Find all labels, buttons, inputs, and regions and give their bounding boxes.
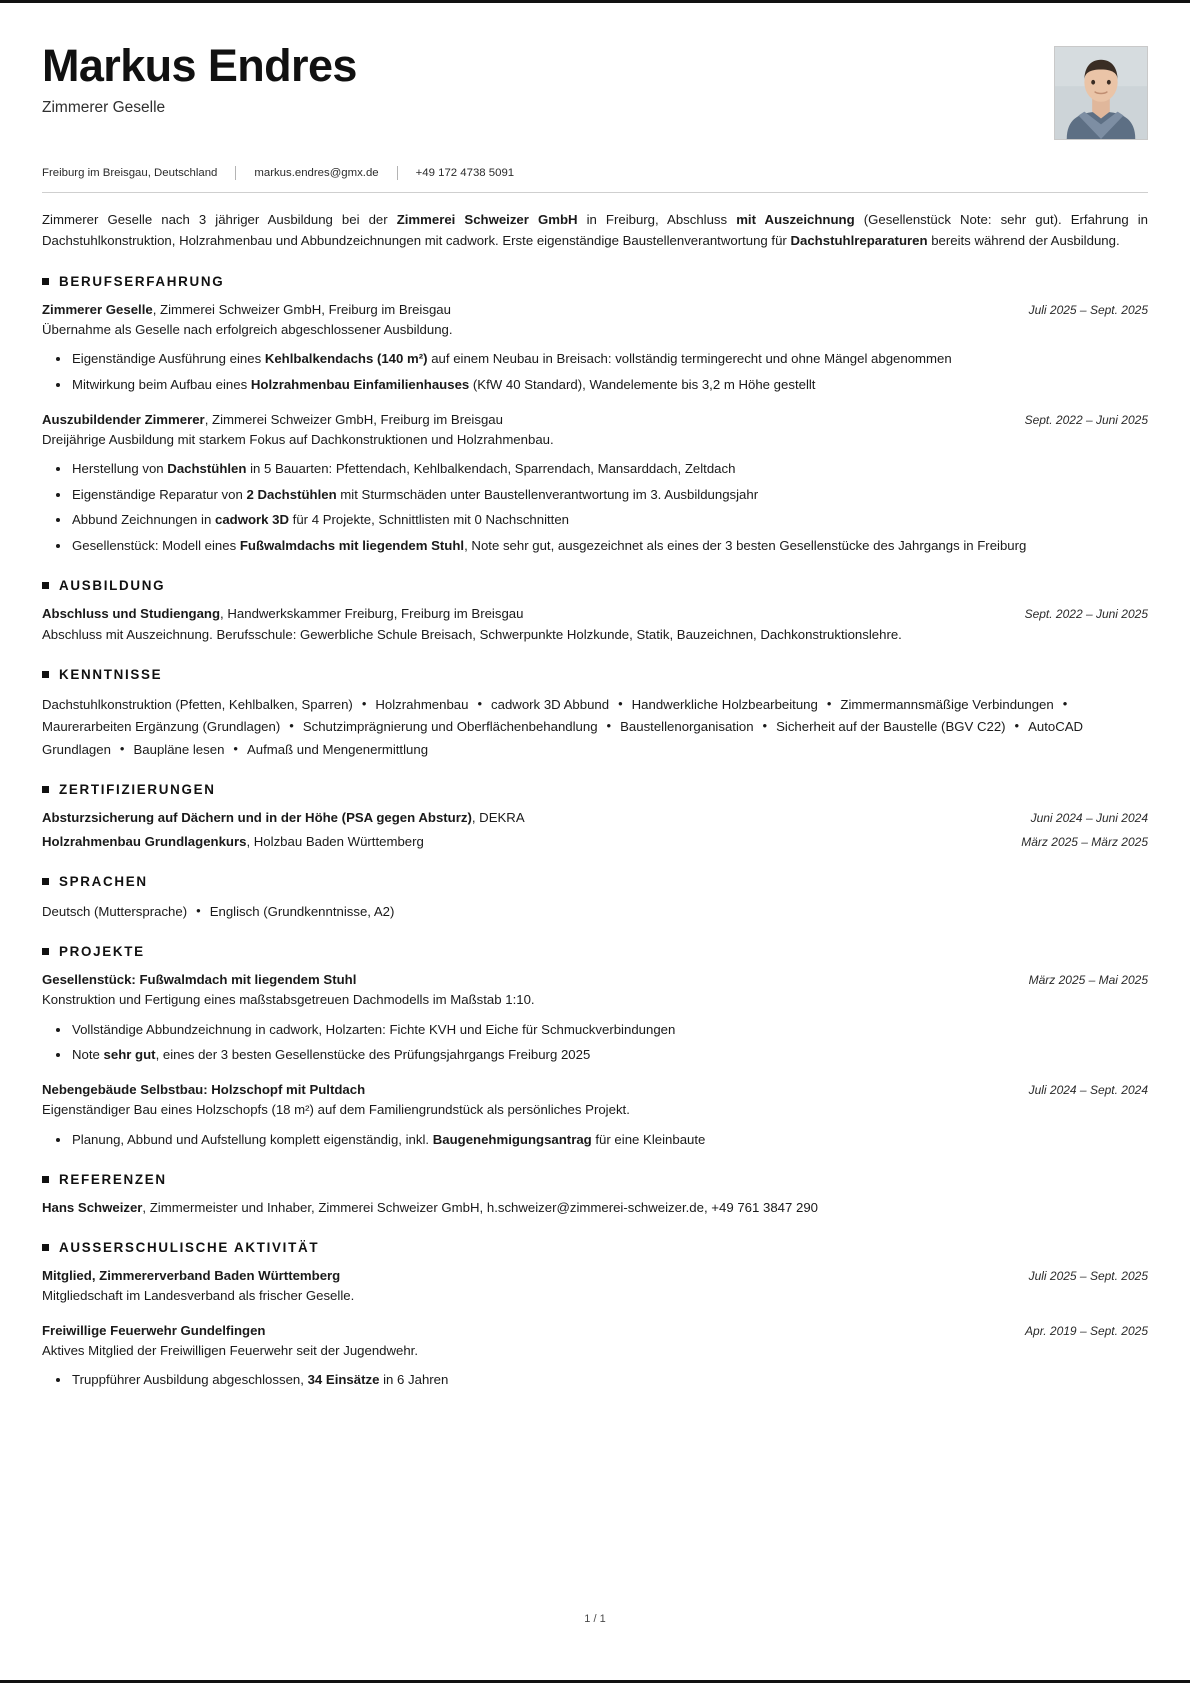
job-headline: Zimmerer Geselle <box>42 98 166 116</box>
contact-bar <box>42 166 1148 193</box>
list-item <box>72 459 1148 480</box>
list-item <box>72 485 1148 506</box>
education-entry-meta: , Handwerkskammer Freiburg, Freiburg im Breisgau <box>220 606 524 622</box>
activity-entry-title <box>42 1321 1005 1340</box>
summary-emphasis: mit Auszeichnung <box>736 212 855 227</box>
section-languages <box>42 874 1148 922</box>
language-item: Englisch (Grundkenntnisse, A2) <box>209 903 395 919</box>
page-footer <box>0 1613 1190 1625</box>
section-heading-label: AUSSERSCHULISCHE AKTIVITÄT <box>59 1239 320 1255</box>
separator-dot-icon: • <box>826 696 832 712</box>
bullet-text: mit Sturmschäden unter Baustellenverantwortung im 3. Ausbildungsjahr <box>336 486 759 502</box>
bullet-text: , Note sehr gut, ausgezeichnet als eines der 3 besten Gesellenstücke des Jahrgangs in Freiburg <box>464 537 1027 553</box>
activity-entry-role: Freiwillige Feuerwehr Gundelfingen <box>42 1322 266 1338</box>
bullet-text: auf einem Neubau in Breisach: vollständig termingerecht und ohne Mängel abgenommen <box>427 351 952 367</box>
project-entry-header <box>42 1080 1148 1099</box>
bullet-text: , eines der 3 besten Gesellenstücke des Prüfungsjahrgangs Freiburg 2025 <box>155 1047 591 1063</box>
experience-entry-date: Sept. 2022 – Juni 2025 <box>1024 412 1148 427</box>
activity-entry-date: Apr. 2019 – Sept. 2025 <box>1025 1323 1148 1338</box>
section-heading-label: KENNTNISSE <box>59 667 163 683</box>
summary-emphasis: Zimmerei Schweizer GmbH <box>396 212 578 227</box>
section-heading-certifications <box>42 782 1148 797</box>
separator-dot-icon: • <box>1062 696 1068 712</box>
activity-entry-role: Mitglied, Zimmererverband Baden Württemberg <box>42 1267 341 1283</box>
activity-entry-date: Juli 2025 – Sept. 2025 <box>1028 1268 1148 1283</box>
square-bullet-icon <box>42 582 49 589</box>
reference-detail: , Zimmermeister und Inhaber, Zimmerei Schweizer GmbH, h.schweizer@zimmerei-schweizer.de, +49 761 3847 290 <box>142 1200 819 1216</box>
separator-dot-icon: • <box>606 718 612 734</box>
project-entry-description: Konstruktion und Fertigung eines maßstabsgetreuen Dachmodells im Maßstab 1:10. <box>42 992 535 1008</box>
profile-summary <box>42 210 1148 252</box>
project-entry-header <box>42 970 1148 989</box>
skill-item: Sicherheit auf der Baustelle (BGV C22) <box>776 719 1006 735</box>
summary-part: (Gesellenstück Note: sehr gut). Erfahrung in Dachstuhlkonstruktion, Holzrahmenbau und Abbundzeichnungen mit cadwork. Erste eigenständige Baustellenverantwortung für <box>42 212 1148 248</box>
education-entry-header <box>42 604 1148 623</box>
experience-entry-description: Übernahme als Geselle nach erfolgreich abgeschlossener Ausbildung. <box>42 321 453 337</box>
section-heading-experience <box>42 274 1148 289</box>
reference-entry <box>42 1198 1148 1218</box>
top-rule <box>0 0 1190 3</box>
experience-entry-date: Juli 2025 – Sept. 2025 <box>1028 302 1148 317</box>
certification-name <box>42 808 525 828</box>
skill-item: Aufmaß und Mengenermittlung <box>246 741 429 757</box>
contact-email[interactable]: markus.endres@gmx.de <box>254 167 379 179</box>
experience-entry <box>42 300 1148 396</box>
summary-part: Zimmerer Geselle nach 3 jähriger Ausbildung bei der <box>42 212 397 227</box>
section-education <box>42 578 1148 645</box>
certification-entry <box>42 832 1148 852</box>
activity-entry <box>42 1266 1148 1307</box>
project-entry-title <box>42 970 1009 989</box>
project-entry-description: Eigenständiger Bau eines Holzschopfs (18 m²) auf dem Familiengrundstück als persönliches Projekt. <box>42 1102 630 1118</box>
experience-entry-header <box>42 300 1148 319</box>
certification-date: Juni 2024 – Juni 2024 <box>1030 811 1148 826</box>
certification-issuer: , DEKRA <box>471 810 525 826</box>
bullet-emphasis: 34 Einsätze <box>307 1372 380 1388</box>
bullet-text: Vollständige Abbundzeichnung in cadwork, Holzarten: Fichte KVH und Eiche für Schmuckverbindungen <box>72 1021 676 1037</box>
section-skills <box>42 667 1148 760</box>
skill-item: Handwerkliche Holzbearbeitung <box>631 697 818 713</box>
education-entries <box>42 604 1148 645</box>
skill-item: cadwork 3D Abbund <box>491 697 610 713</box>
contact-location: Freiburg im Breisgau, Deutschland <box>42 167 218 179</box>
section-projects <box>42 944 1148 1150</box>
avatar <box>1054 46 1148 140</box>
bullet-text: Planung, Abbund und Aufstellung komplett eigenständig, inkl. <box>72 1131 433 1147</box>
activity-bullet-list <box>42 1370 1148 1391</box>
certification-entry <box>42 808 1148 828</box>
separator-dot-icon: • <box>289 718 294 734</box>
project-entry-role: Gesellenstück: Fußwalmdach mit liegendem Stuhl <box>42 972 357 988</box>
activity-entries <box>42 1266 1148 1391</box>
project-entry-role: Nebengebäude Selbstbau: Holzschopf mit Pultdach <box>42 1081 366 1097</box>
bullet-text: Gesellenstück: Modell eines <box>72 537 240 553</box>
square-bullet-icon <box>42 948 49 955</box>
bullet-text: Mitwirkung beim Aufbau eines <box>72 376 251 392</box>
section-references <box>42 1172 1148 1218</box>
bullet-text: Eigenständige Ausführung eines <box>72 351 265 367</box>
certification-name <box>42 832 424 852</box>
experience-entry-title <box>42 410 1005 429</box>
bullet-emphasis: Fußwalmdachs mit liegendem Stuhl <box>239 537 465 553</box>
section-heading-label: BERUFSERFAHRUNG <box>59 273 225 289</box>
experience-entry-title <box>42 300 1009 319</box>
experience-entry-role: Zimmerer Geselle <box>42 301 153 317</box>
summary-part: bereits während der Ausbildung. <box>927 232 1120 248</box>
bottom-spacer <box>42 1391 1148 1541</box>
reference-name: Hans Schweizer <box>42 1200 143 1216</box>
bullet-text: Herstellung von <box>72 461 168 477</box>
list-item <box>72 1020 1148 1041</box>
skill-item: Zimmermannsmäßige Verbindungen <box>840 697 1054 713</box>
skill-item: AutoCAD Grundlagen <box>42 719 1084 757</box>
experience-bullet-list <box>42 349 1148 395</box>
separator-dot-icon: • <box>618 696 623 712</box>
square-bullet-icon <box>42 671 49 678</box>
bullet-emphasis: Dachstühlen <box>167 461 247 477</box>
separator-dot-icon: • <box>762 718 768 734</box>
bullet-emphasis: Kehlbalkendachs (140 m²) <box>264 351 428 367</box>
skills-list <box>42 693 1148 760</box>
bullet-text: Eigenständige Reparatur von <box>72 486 247 502</box>
section-heading-references <box>42 1172 1148 1187</box>
project-entry <box>42 1080 1148 1150</box>
page-number: 1 / 1 <box>584 1613 606 1625</box>
skill-item: Baupläne lesen <box>133 741 225 757</box>
bullet-text: in 6 Jahren <box>379 1372 449 1388</box>
contact-divider <box>235 166 236 180</box>
contact-phone[interactable]: +49 172 4738 5091 <box>415 167 515 179</box>
activity-entry-header <box>42 1266 1148 1285</box>
language-item: Deutsch (Muttersprache) <box>42 903 188 919</box>
bullet-text: (KfW 40 Standard), Wandelemente bis 3,2 m Höhe gestellt <box>469 376 816 392</box>
square-bullet-icon <box>42 786 49 793</box>
list-item <box>72 536 1148 557</box>
section-heading-skills <box>42 667 1148 682</box>
bullet-emphasis: Holzrahmenbau Einfamilienhauses <box>250 376 470 392</box>
experience-entry-meta: , Zimmerei Schweizer GmbH, Freiburg im Breisgau <box>204 411 503 427</box>
education-entry-date: Sept. 2022 – Juni 2025 <box>1024 607 1148 622</box>
section-heading-activities <box>42 1240 1148 1255</box>
section-heading-projects <box>42 944 1148 959</box>
education-entry <box>42 604 1148 645</box>
contact-divider <box>397 166 398 180</box>
languages-list <box>42 900 1148 922</box>
list-item <box>72 510 1148 531</box>
bullet-text: für 4 Projekte, Schnittlisten mit 0 Nachschnitten <box>289 512 570 528</box>
summary-emphasis: Dachstuhlreparaturen <box>790 232 928 248</box>
experience-entry <box>42 410 1148 557</box>
square-bullet-icon <box>42 278 49 285</box>
skill-item: Baustellenorganisation <box>620 719 754 735</box>
certification-date: März 2025 – März 2025 <box>1021 834 1148 849</box>
bullet-text: Abbund Zeichnungen in <box>72 512 215 528</box>
square-bullet-icon <box>42 878 49 885</box>
certification-title: Absturzsicherung auf Dächern und in der Höhe (PSA gegen Absturz) <box>42 810 472 826</box>
resume-header <box>42 0 1148 140</box>
project-bullet-list <box>42 1020 1148 1066</box>
bullet-emphasis: sehr gut <box>103 1047 156 1063</box>
page-title: Markus Endres <box>42 40 357 91</box>
section-heading-label: REFERENZEN <box>59 1172 167 1188</box>
experience-entry-header <box>42 410 1148 429</box>
separator-dot-icon: • <box>119 740 125 756</box>
list-item <box>72 349 1148 370</box>
project-entry <box>42 970 1148 1066</box>
certification-title: Holzrahmenbau Grundlagenkurs <box>42 833 247 849</box>
experience-bullet-list <box>42 459 1148 556</box>
list-item <box>72 375 1148 396</box>
education-entry-description: Abschluss mit Auszeichnung. Berufsschule: Gewerbliche Schule Breisach, Schwerpunkte Holzkunde, Statik, Bauzeichnen, Dachkonstruktionslehre. <box>42 626 902 642</box>
education-entry-title <box>42 604 1005 623</box>
bullet-text: Note <box>72 1047 104 1063</box>
project-entry-title <box>42 1080 1009 1099</box>
project-entry-date: Juli 2024 – Sept. 2024 <box>1028 1082 1148 1097</box>
square-bullet-icon <box>42 1244 49 1251</box>
experience-entry-role: Auszubildender Zimmerer <box>42 411 205 427</box>
section-experience <box>42 274 1148 557</box>
section-heading-label: ZERTIFIZIERUNGEN <box>59 782 216 798</box>
bullet-text: in 5 Bauarten: Pfettendach, Kehlbalkendach, Sparrendach, Mansarddach, Zeltdach <box>246 461 736 477</box>
bullet-text: Truppführer Ausbildung abgeschlossen, <box>72 1372 308 1388</box>
project-entry-date: März 2025 – Mai 2025 <box>1028 973 1148 988</box>
activity-entry <box>42 1321 1148 1391</box>
section-heading-education <box>42 578 1148 593</box>
separator-dot-icon: • <box>233 740 238 756</box>
square-bullet-icon <box>42 1176 49 1183</box>
separator-dot-icon: • <box>196 902 201 918</box>
section-heading-languages <box>42 874 1148 889</box>
list-item <box>72 1045 1148 1066</box>
certification-entries <box>42 808 1148 852</box>
separator-dot-icon: • <box>361 696 367 712</box>
experience-entry-meta: , Zimmerei Schweizer GmbH, Freiburg im Breisgau <box>152 301 451 317</box>
skill-item: Dachstuhlkonstruktion (Pfetten, Kehlbalken, Sparren) <box>42 697 353 713</box>
separator-dot-icon: • <box>1014 718 1020 734</box>
list-item <box>72 1370 1148 1391</box>
bullet-emphasis: Baugenehmigungsantrag <box>432 1131 592 1147</box>
experience-entries <box>42 300 1148 557</box>
bullet-emphasis: 2 Dachstühlen <box>246 486 337 502</box>
project-bullet-list <box>42 1130 1148 1151</box>
summary-part: in Freiburg, Abschluss <box>577 212 737 227</box>
list-item <box>72 1130 1148 1151</box>
bullet-text: für eine Kleinbaute <box>591 1131 706 1147</box>
education-entry-role: Abschluss und Studiengang <box>42 606 221 622</box>
activity-entry-header <box>42 1321 1148 1340</box>
skill-item: Schutzimprägnierung und Oberflächenbehandlung <box>302 719 598 735</box>
section-heading-label: AUSBILDUNG <box>59 578 166 594</box>
certification-issuer: , Holzbau Baden Württemberg <box>246 833 424 849</box>
activity-entry-description: Aktives Mitglied der Freiwilligen Feuerwehr seit der Jugendwehr. <box>42 1342 419 1358</box>
separator-dot-icon: • <box>477 696 483 712</box>
section-activities <box>42 1240 1148 1391</box>
bullet-emphasis: cadwork 3D <box>214 512 290 528</box>
skill-item: Holzrahmenbau <box>375 697 469 713</box>
section-heading-label: PROJEKTE <box>59 944 145 960</box>
activity-entry-title <box>42 1266 1009 1285</box>
skill-item: Maurerarbeiten Ergänzung (Grundlagen) <box>42 719 281 735</box>
project-entries <box>42 970 1148 1150</box>
header-text-block <box>42 42 1054 118</box>
section-certifications <box>42 782 1148 852</box>
activity-entry-description: Mitgliedschaft im Landesverband als frischer Geselle. <box>42 1288 355 1304</box>
reference-entries <box>42 1198 1148 1218</box>
section-heading-label: SPRACHEN <box>59 873 148 889</box>
experience-entry-description: Dreijährige Ausbildung mit starkem Fokus auf Dachkonstruktionen und Holzrahmenbau. <box>42 431 554 447</box>
